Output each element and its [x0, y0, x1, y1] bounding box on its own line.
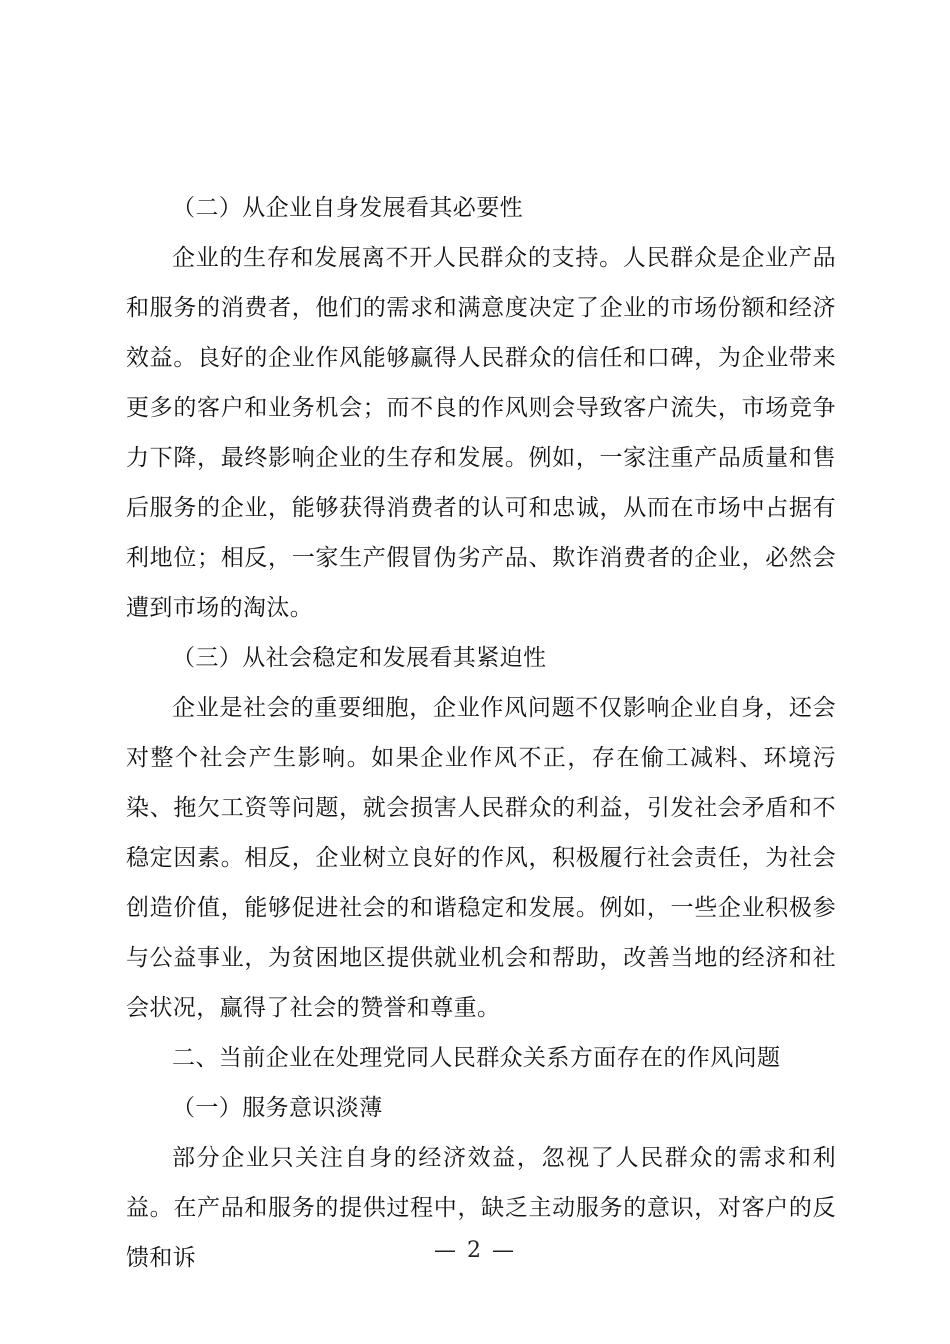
body-paragraph-3: 部分企业只关注自身的经济效益，忽视了人民群众的需求和利益。在产品和服务的提供过程中，缺乏主动服务的意识，对客户的反馈和诉 — [126, 1145, 836, 1271]
section-heading-2: （二）从企业自身发展看其必要性 — [172, 195, 523, 221]
body-paragraph-1: 企业的生存和发展离不开人民群众的支持。人民群众是企业产品和服务的消费者，他们的需求和满意度决定了企业的市场份额和经济效益。良好的企业作风能够赢得人民群众的信任和口碑，为企业带来更多的客户和业务机会；而不良的作风则会导致客户流失，市场竞争力下降，最终影响企业的生存和发展。例如，一家注重产品质量和售后服务的企业，能够获得消费者的认可和忠诚，从而在市场中占据有利地位；相反，一家生产假冒伪劣产品、欺诈消费者的企业，必然会遭到市场的淘汰。 — [126, 245, 836, 621]
body-paragraph-2: 企业是社会的重要细胞，企业作风问题不仅影响企业自身，还会对整个社会产生影响。如果企业作风不正，存在偷工减料、环境污染、拖欠工资等问题，就会损害人民群众的利益，引发社会矛盾和不稳定因素。相反，企业树立良好的作风，积极履行社会责任，为社会创造价值，能够促进社会的和谐稳定和发展。例如，一些企业积极参与公益事业，为贫困地区提供就业机会和帮助，改善当地的经济和社会状况，赢得了社会的赞誉和尊重。 — [126, 695, 836, 1021]
chapter-heading-2: 二、当前企业在处理党同人民群众关系方面存在的作风问题 — [172, 1045, 781, 1071]
document-body — [126, 183, 836, 1283]
section-heading-1: （一）服务意识淡薄 — [172, 1095, 383, 1121]
section-heading-3: （三）从社会稳定和发展看其紧迫性 — [172, 645, 547, 671]
page-number: — 2 — — [434, 1238, 516, 1263]
